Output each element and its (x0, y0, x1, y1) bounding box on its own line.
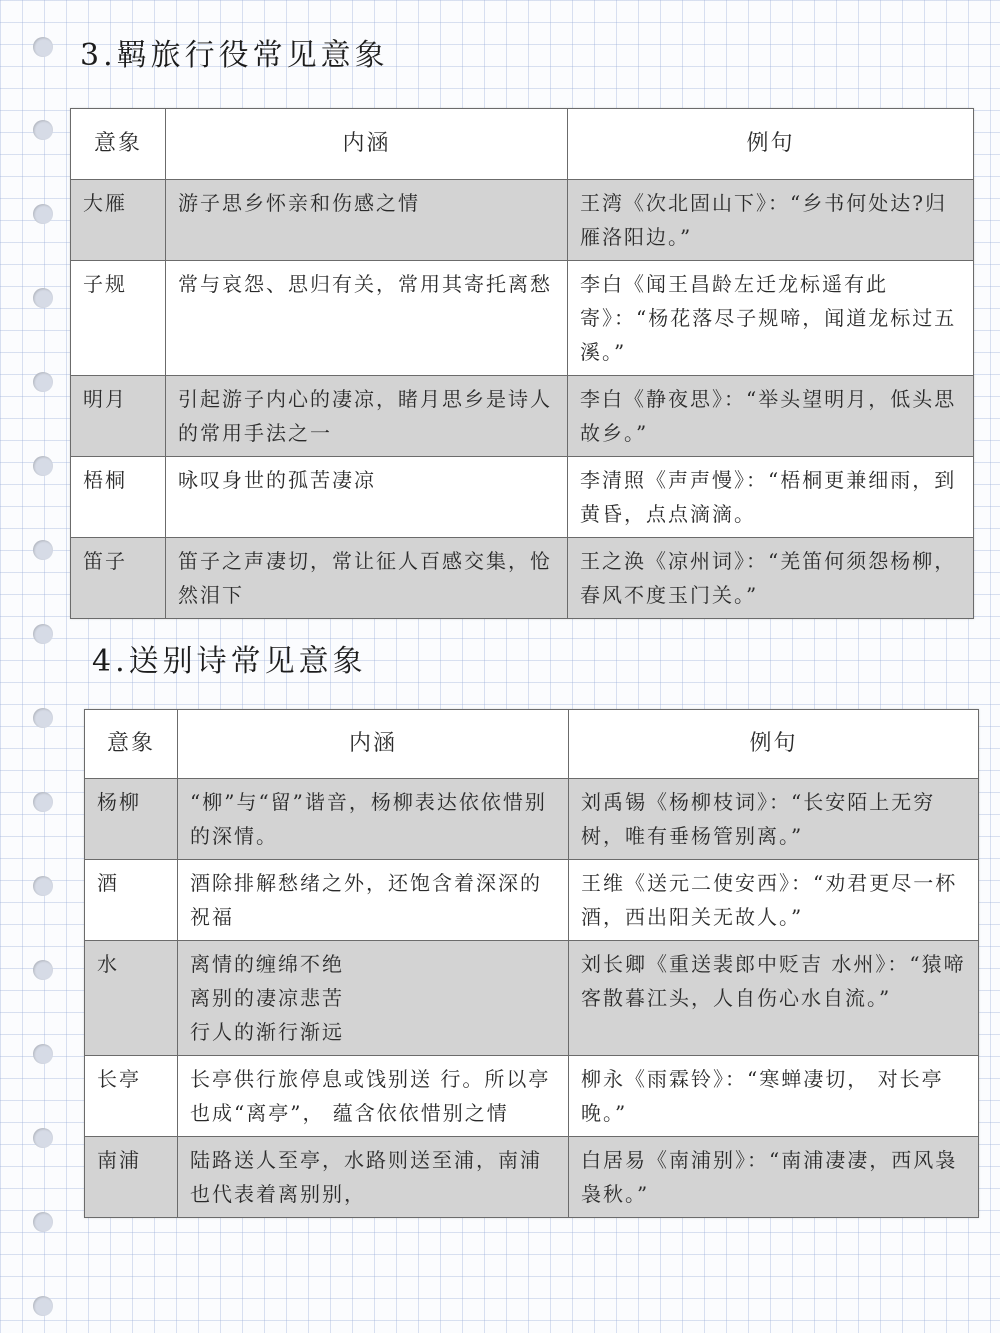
cell-example: 刘长卿《重送裴郎中贬吉 水州》：“猿啼客散暮江头，人自伤心水自流。” (569, 941, 979, 1056)
cell-image: 水 (85, 941, 178, 1056)
cell-image: 梧桐 (71, 457, 166, 538)
binder-hole (33, 960, 53, 980)
binder-holes (0, 0, 80, 1333)
cell-meaning: “柳”与“留”谐音，杨柳表达依依惜别的深情。 (178, 779, 569, 860)
cell-example: 白居易《南浦别》：“南浦凄凄，西风袅袅秋。” (569, 1137, 979, 1218)
binder-hole (33, 1044, 53, 1064)
header-example: 例句 (569, 710, 979, 779)
meaning-line: 离别的凄凉悲苦 (190, 986, 344, 1010)
cell-meaning: 陆路送人至亭，水路则送至浦，南浦也代表着离别别， (178, 1137, 569, 1218)
binder-hole (33, 288, 53, 308)
cell-meaning: 长亭供行旅停息或饯别送 行。所以亭也成“离亭”， 蕴含依依惜别之情 (178, 1056, 569, 1137)
binder-hole (33, 204, 53, 224)
binder-hole (33, 1128, 53, 1148)
cell-image: 南浦 (85, 1137, 178, 1218)
cell-example: 王维《送元二使安西》：“劝君更尽一杯酒，西出阳关无故人。” (569, 860, 979, 941)
header-meaning: 内涵 (178, 710, 569, 779)
cell-example: 王湾《次北固山下》：“乡书何处达?归雁洛阳边。” (568, 180, 974, 261)
section-title: 4.送别诗常见意象 (92, 644, 367, 679)
table-row (85, 860, 979, 941)
imagery-table-travel (70, 108, 974, 619)
binder-hole (33, 792, 53, 812)
cell-example: 王之涣《凉州词》：“羌笛何须怨杨柳，春风不度玉门关。” (568, 538, 974, 619)
table-row (71, 457, 974, 538)
cell-meaning: 咏叹身世的孤苦凄凉 (166, 457, 568, 538)
imagery-table-farewell (84, 709, 979, 1218)
cell-meaning: 常与哀怨、思归有关，常用其寄托离愁 (166, 261, 568, 376)
table-header-row (71, 109, 974, 180)
cell-image: 杨柳 (85, 779, 178, 860)
binder-hole (33, 876, 53, 896)
cell-image: 大雁 (71, 180, 166, 261)
table-row (85, 779, 979, 860)
table-row (71, 376, 974, 457)
binder-hole (33, 456, 53, 476)
header-image: 意象 (71, 109, 166, 180)
table-header-row (85, 710, 979, 779)
cell-example: 柳永《雨霖铃》：“寒蝉凄切， 对长亭晚。” (569, 1056, 979, 1137)
cell-example: 李清照《声声慢》：“梧桐更兼细雨，到黄昏，点点滴滴。 (568, 457, 974, 538)
cell-meaning: 笛子之声凄切，常让征人百感交集，怆然泪下 (166, 538, 568, 619)
table-row (85, 941, 979, 1056)
cell-meaning: 引起游子内心的凄凉，睹月思乡是诗人的常用手法之一 (166, 376, 568, 457)
binder-hole (33, 120, 53, 140)
binder-hole (33, 37, 53, 57)
binder-hole (33, 1212, 53, 1232)
table-row (85, 1056, 979, 1137)
cell-meaning: 酒除排解愁绪之外，还饱含着深深的祝福 (178, 860, 569, 941)
section-title: 3.羁旅行役常见意象 (80, 38, 389, 73)
table-row (71, 538, 974, 619)
cell-image: 子规 (71, 261, 166, 376)
cell-image: 长亭 (85, 1056, 178, 1137)
cell-image: 酒 (85, 860, 178, 941)
header-example: 例句 (568, 109, 974, 180)
table-row (85, 1137, 979, 1218)
cell-example: 刘禹锡《杨柳枝词》：“长安陌上无穷树，唯有垂杨管别离。” (569, 779, 979, 860)
cell-image: 笛子 (71, 538, 166, 619)
cell-example: 李白《静夜思》：“举头望明月，低头思故乡。” (568, 376, 974, 457)
meaning-line: 行人的渐行渐远 (190, 1020, 344, 1044)
cell-meaning: 游子思乡怀亲和伤感之情 (166, 180, 568, 261)
header-image: 意象 (85, 710, 178, 779)
binder-hole (33, 372, 53, 392)
table-row (71, 261, 974, 376)
binder-hole (33, 1296, 53, 1316)
binder-hole (33, 540, 53, 560)
cell-meaning (178, 941, 569, 1056)
meaning-line: 离情的缠绵不绝 (190, 952, 344, 976)
header-meaning: 内涵 (166, 109, 568, 180)
cell-example: 李白《闻王昌龄左迁龙标遥有此寄》：“杨花落尽子规啼，闻道龙标过五溪。” (568, 261, 974, 376)
binder-hole (33, 708, 53, 728)
cell-image: 明月 (71, 376, 166, 457)
binder-hole (33, 624, 53, 644)
table-row (71, 180, 974, 261)
